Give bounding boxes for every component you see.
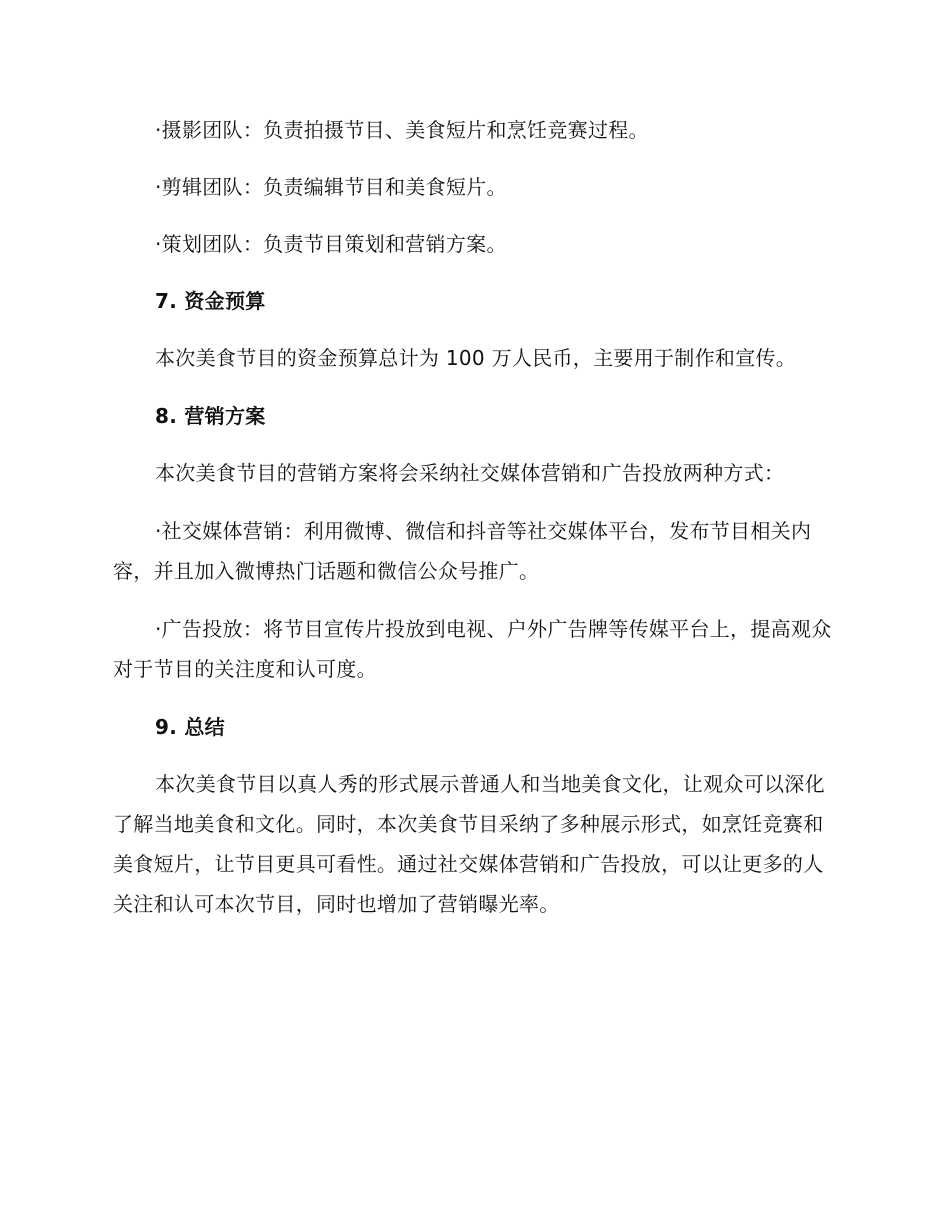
budget-paragraph: 本次美食节目的资金预算总计为 100 万人民币，主要用于制作和宣传。 bbox=[155, 346, 797, 370]
bullet-planning-team: ·策划团队：负责节目策划和营销方案。 bbox=[155, 232, 507, 256]
document-body bbox=[113, 110, 833, 942]
marketing-intro-paragraph: 本次美食节目的营销方案将会采纳社交媒体营销和广告投放两种方式： bbox=[155, 461, 785, 485]
section-heading-budget: 7. 资金预算 bbox=[155, 289, 266, 313]
section-heading-marketing: 8. 营销方案 bbox=[155, 404, 266, 428]
bullet-editing-team: ·剪辑团队：负责编辑节目和美食短片。 bbox=[155, 175, 507, 199]
bullet-advertising: ·广告投放：将节目宣传片投放到电视、户外广告牌等传媒平台上，提高观众对于节目的关注度和认可度。 bbox=[113, 617, 832, 681]
summary-paragraph: 本次美食节目以真人秀的形式展示普通人和当地美食文化，让观众可以深化了解当地美食和文化。同时，本次美食节目采纳了多种展示形式，如烹饪竞赛和美食短片，让节目更具可看性。通过社交媒体营销和广告投放，可以让更多的人关注和认可本次节目，同时也增加了营销曝光率。 bbox=[113, 772, 825, 916]
bullet-social-media-marketing: ·社交媒体营销：利用微博、微信和抖音等社交媒体平台，发布节目相关内容，并且加入微博热门话题和微信公众号推广。 bbox=[113, 519, 812, 583]
bullet-photography-team: ·摄影团队：负责拍摄节目、美食短片和烹饪竞赛过程。 bbox=[155, 118, 649, 142]
section-heading-summary: 9. 总结 bbox=[155, 715, 225, 739]
